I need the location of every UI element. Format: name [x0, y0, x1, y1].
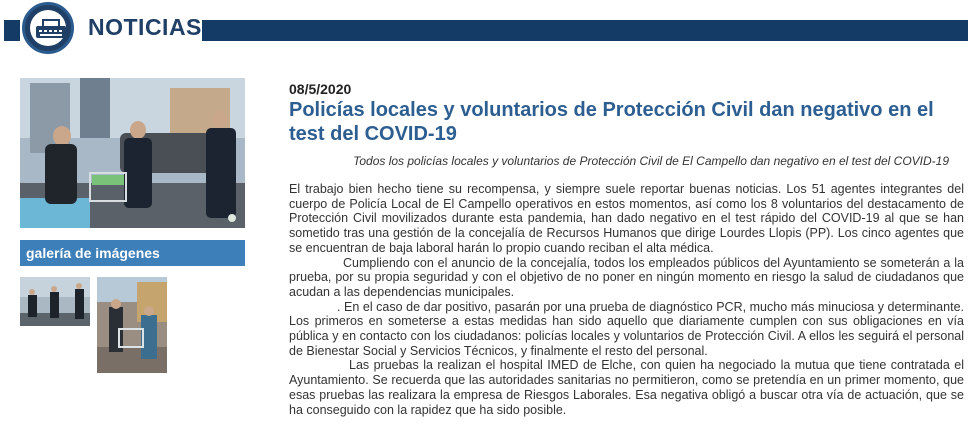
article-paragraph: Las pruebas la realizan el hospital IMED de Elche, con quien ha negociado la mutua que tiene contratada el Ayuntamiento. Se recuerda que las autoridades sanitarias no permitieron, como se pretendía en un primer momento, que esas pruebas las realizara la empresa de Riesgos Laborales. Esa negativa obligó a buscar otra vía de actuación, que se ha conseguido con la rapidez que ha sido posible.: [289, 358, 964, 417]
gallery-thumbnail[interactable]: [97, 277, 167, 373]
header: [0, 0, 972, 60]
article-title: Policías locales y voluntarios de Protección Civil dan negativo en el test del COVID-19: [289, 99, 934, 145]
typewriter-icon: [22, 2, 74, 54]
gallery-thumbnail[interactable]: [20, 277, 90, 326]
section-title: NOTICIAS: [88, 14, 202, 40]
news-photo[interactable]: [20, 78, 245, 228]
article-paragraph: Cumpliendo con el anuncio de la concejalía, todos los empleados públicos del Ayuntamiento se someterán a la prueba, por su propia seguridad y con el objetivo de no poner en ningún momento en riesgo la salud de ciudadanos que acudan a las dependencias municipales.: [289, 255, 964, 299]
header-bar: [202, 20, 968, 41]
gallery-link[interactable]: galería de imágenes: [20, 240, 245, 266]
header-left-bar: [4, 20, 20, 41]
article-body: [289, 182, 964, 417]
article-paragraph: . En el caso de dar positivo, pasarán por una prueba de diagnóstico PCR, mucho más minuciosa y determinante. Los primeros en someterse a estas medidas han sido aquello que diariamente cumplen con sus obligaciones en vía pública y en contacto con los ciudadanos: policías locales y voluntarios de Protección Civil. A ellos les seguirá el personal de Bienestar Social y Servicios Técnicos, y finalmente el resto del personal.: [289, 299, 964, 358]
article-date: 08/5/2020: [289, 81, 352, 97]
article-subtitle: Todos los policías locales y voluntarios de Protección Civil de El Campello dan negativo en el test del COVID-19: [353, 154, 949, 168]
article-paragraph: El trabajo bien hecho tiene su recompensa, y siempre suele reportar buenas noticias. Los 51 agentes integrantes del cuerpo de Policía Local de El Campello operativos en estos momentos, así como los 8 voluntarios del destacamento de Protección Civil movilizados durante esta pandemia, han dado negativo en el test rápido del COVID-19 al que se han sometido tras una gestión de la concejalía de Recursos Humanos que dirige Lourdes Llopis (PP). Los cinco agentes que se encuentran de baja laboral harán lo propio cuando reciban el alta médica.: [289, 182, 964, 255]
